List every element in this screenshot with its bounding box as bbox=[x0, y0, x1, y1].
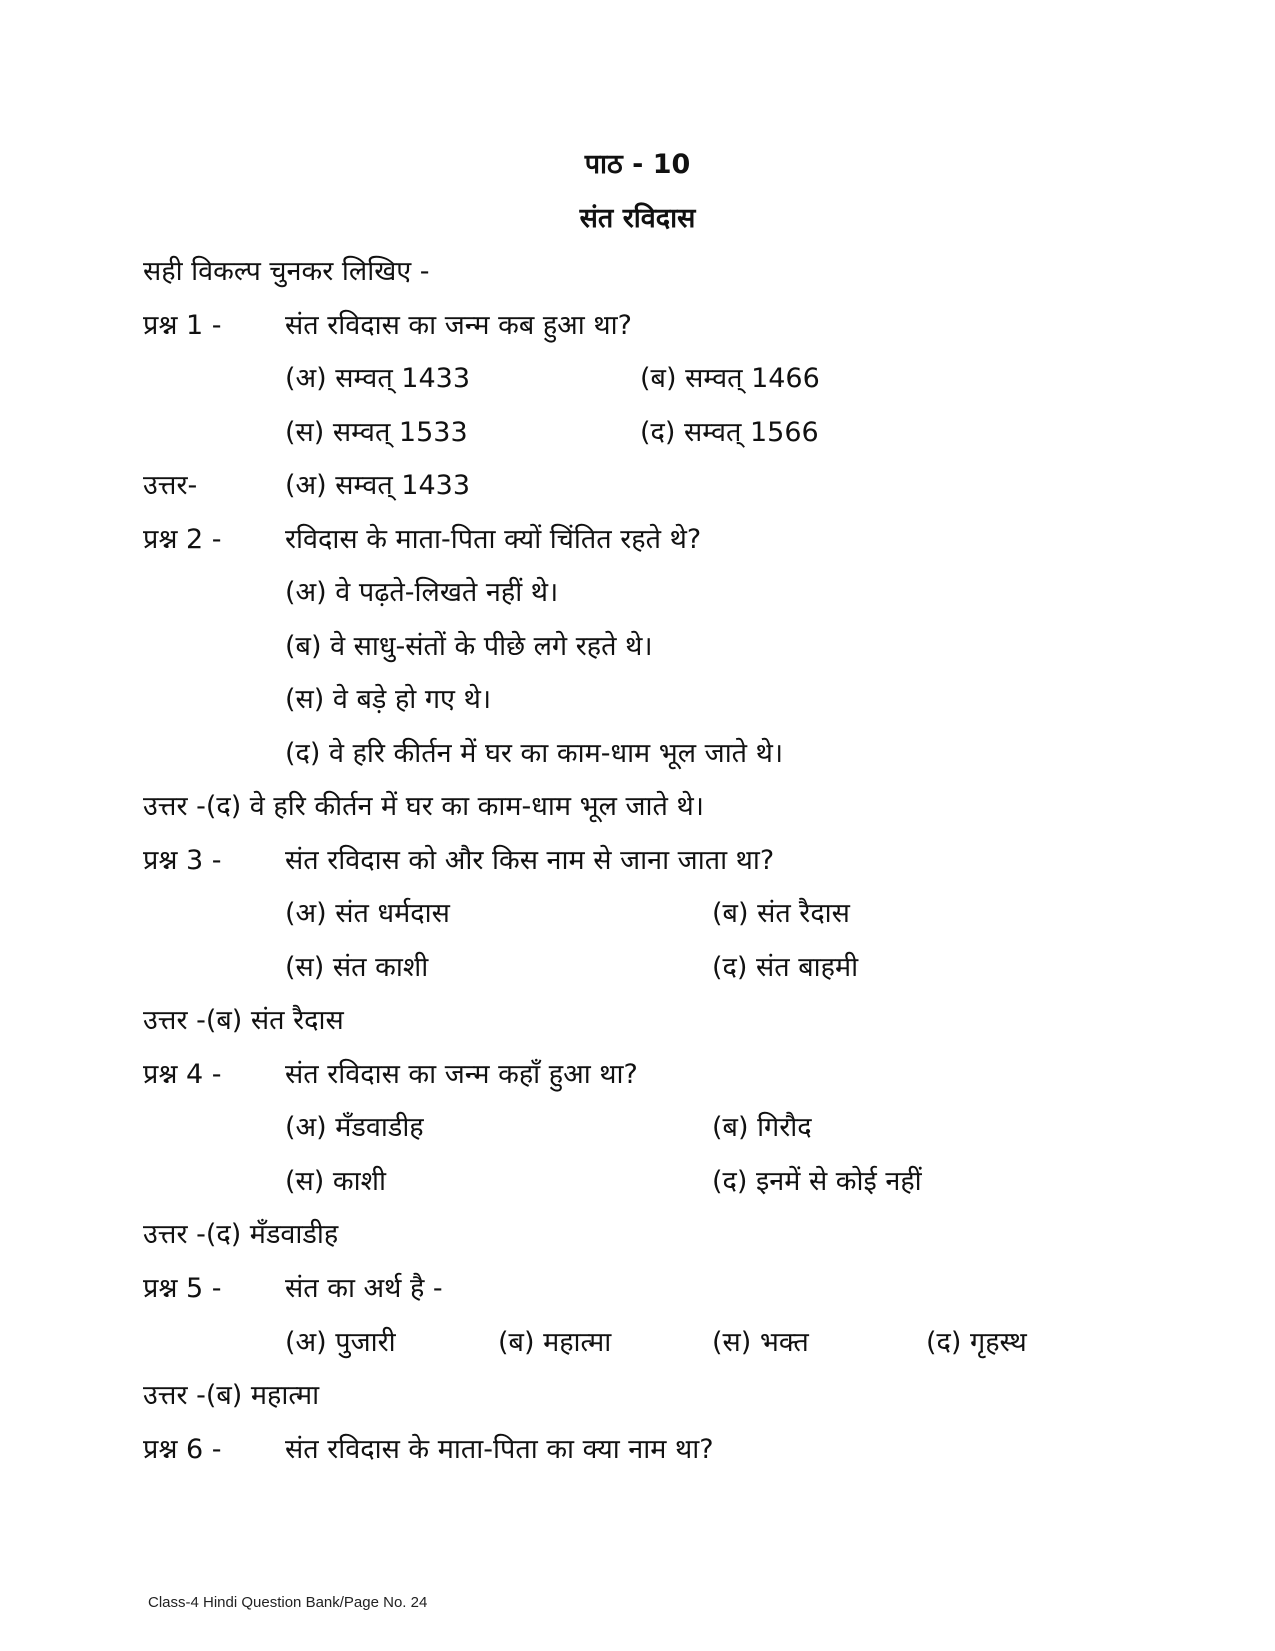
question-label: प्रश्न 6 - bbox=[143, 1434, 222, 1465]
lesson-number: पाठ - 10 bbox=[584, 149, 691, 180]
option: (ब) महात्मा bbox=[498, 1327, 612, 1358]
option: (ब) वे साधु-संतों के पीछे लगे रहते थे। bbox=[285, 631, 653, 662]
answer-text: उत्तर -(द) मँडवाडीह bbox=[143, 1219, 339, 1250]
option: (अ) वे पढ़ते-लिखते नहीं थे। bbox=[285, 577, 559, 608]
option: (ब) गिरौद bbox=[712, 1112, 812, 1143]
answer-text: उत्तर -(ब) महात्मा bbox=[143, 1380, 320, 1411]
question-label: प्रश्न 5 - bbox=[143, 1273, 222, 1304]
option: (द) इनमें से कोई नहीं bbox=[712, 1166, 922, 1197]
option: (स) वे बड़े हो गए थे। bbox=[285, 684, 492, 715]
answer-text: उत्तर -(ब) संत रैदास bbox=[143, 1005, 344, 1036]
option: (स) काशी bbox=[285, 1166, 386, 1197]
question-text: संत रविदास के माता-पिता का क्या नाम था? bbox=[285, 1434, 714, 1465]
question-text: संत रविदास का जन्म कब हुआ था? bbox=[285, 310, 632, 341]
option: (अ) पुजारी bbox=[285, 1327, 396, 1358]
option: (द) गृहस्थ bbox=[926, 1327, 1027, 1358]
option: (स) संत काशी bbox=[285, 952, 429, 983]
option: (ब) सम्वत् 1466 bbox=[640, 363, 820, 394]
instruction: सही विकल्प चुनकर लिखिए - bbox=[143, 256, 430, 287]
question-label: प्रश्न 1 - bbox=[143, 310, 222, 341]
question-text: संत रविदास को और किस नाम से जाना जाता था? bbox=[285, 845, 775, 876]
option: (अ) मँडवाडीह bbox=[285, 1112, 424, 1143]
option: (स) भक्त bbox=[712, 1327, 809, 1358]
lesson-title: संत रविदास bbox=[579, 203, 696, 234]
question-text: रविदास के माता-पिता क्यों चिंतित रहते थे? bbox=[285, 524, 702, 555]
option: (द) वे हरि कीर्तन में घर का काम-धाम भूल जाते थे। bbox=[285, 738, 784, 769]
answer-text: उत्तर -(द) वे हरि कीर्तन में घर का काम-धाम भूल जाते थे। bbox=[143, 791, 704, 822]
question-label: प्रश्न 2 - bbox=[143, 524, 222, 555]
question-label: प्रश्न 4 - bbox=[143, 1059, 222, 1090]
page-footer: Class-4 Hindi Question Bank/Page No. 24 bbox=[148, 1594, 428, 1611]
option: (स) सम्वत् 1533 bbox=[285, 417, 468, 448]
option: (अ) सम्वत् 1433 bbox=[285, 363, 471, 394]
option: (द) सम्वत् 1566 bbox=[640, 417, 819, 448]
question-text: संत का अर्थ है - bbox=[285, 1273, 443, 1304]
answer-label: उत्तर- bbox=[143, 470, 198, 501]
option: (ब) संत रैदास bbox=[712, 898, 850, 929]
question-label: प्रश्न 3 - bbox=[143, 845, 222, 876]
question-text: संत रविदास का जन्म कहाँ हुआ था? bbox=[285, 1059, 638, 1090]
option: (अ) संत धर्मदास bbox=[285, 898, 450, 929]
answer-text: (अ) सम्वत् 1433 bbox=[285, 470, 471, 501]
option: (द) संत बाहमी bbox=[712, 952, 859, 983]
